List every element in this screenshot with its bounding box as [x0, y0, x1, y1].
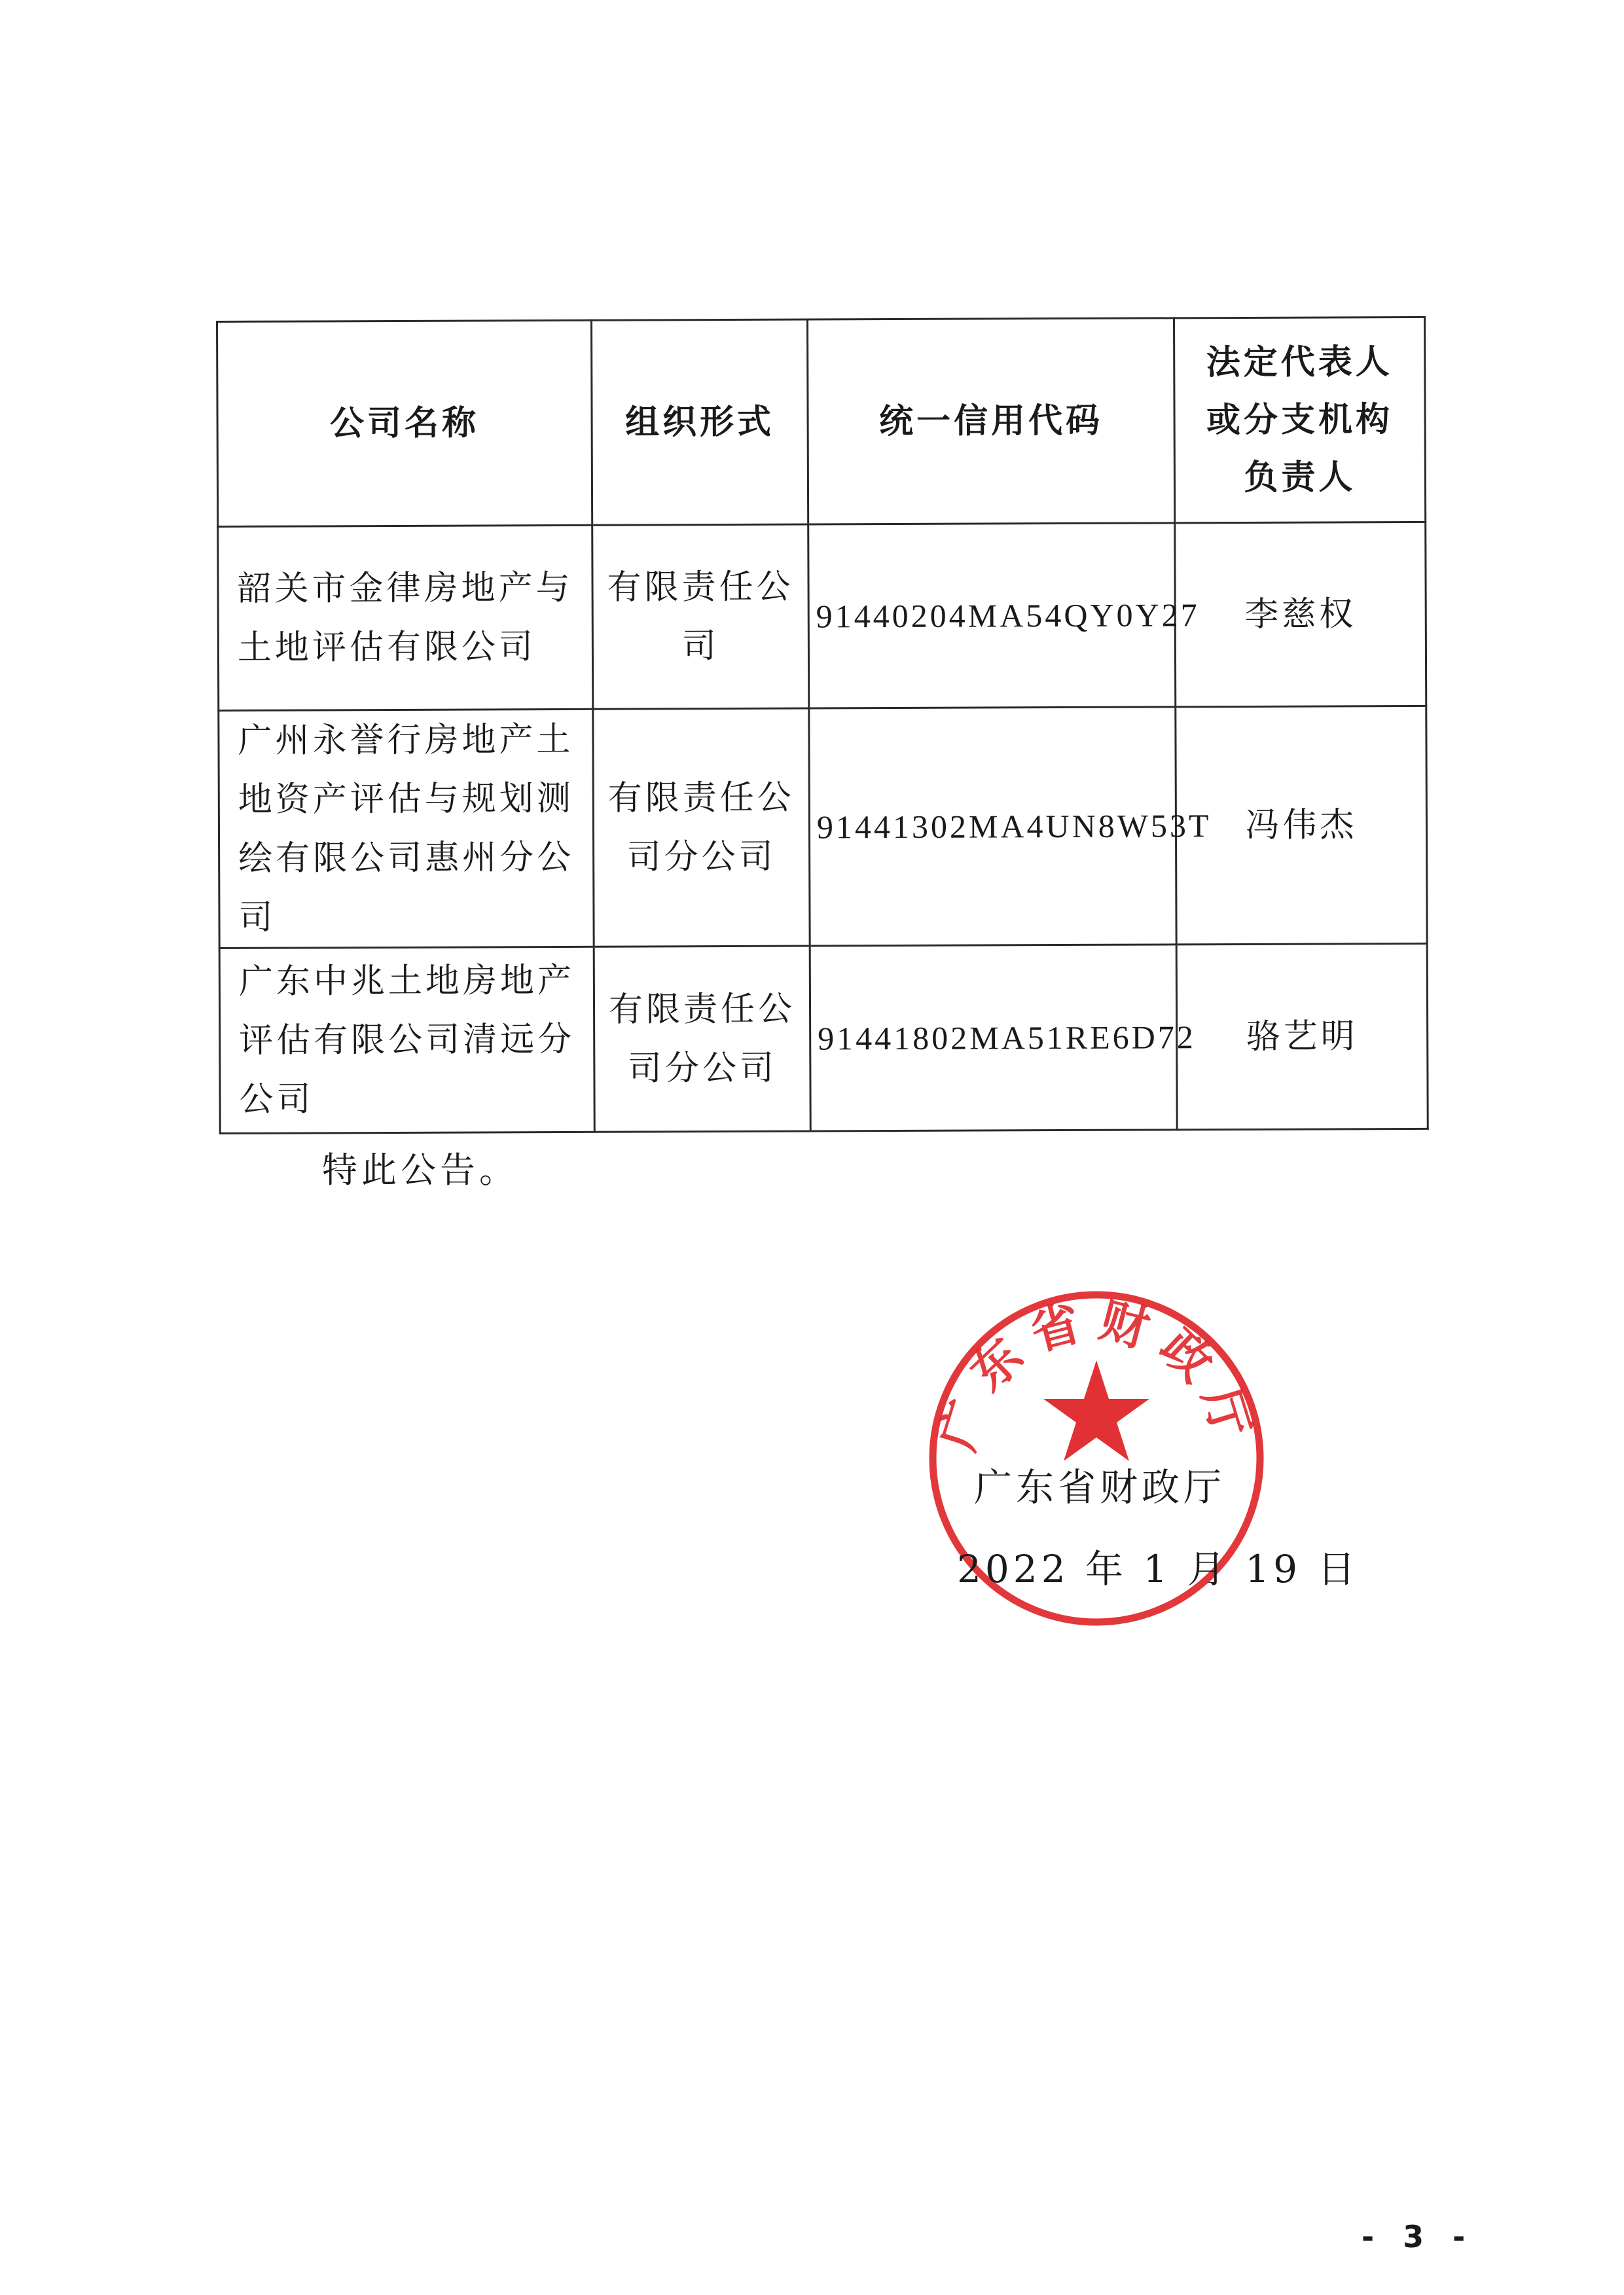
table-header-row: [217, 317, 1426, 526]
org-form-line: 有限责任公: [607, 778, 795, 818]
legal-rep-cell: 冯伟杰: [1176, 706, 1427, 944]
company-name-line: 公司: [239, 1079, 314, 1119]
header-legal-rep: [1174, 317, 1425, 522]
header-legal-rep-line: 或分支机构: [1206, 400, 1394, 441]
company-name-line: 司: [238, 897, 276, 937]
org-form-line: 司分公司: [626, 837, 776, 877]
issuer-name: 广东省财政厅: [974, 1465, 1226, 1509]
issue-date: 2022 年 1 月 19 日: [957, 1547, 1360, 1591]
table-row: [219, 706, 1427, 948]
seal-star-icon: [1043, 1360, 1149, 1461]
company-name-cell: [219, 947, 594, 1133]
header-legal-rep-line: 法定代表人: [1206, 342, 1393, 383]
header-org-form: 组织形式: [592, 319, 808, 525]
table-row: [218, 522, 1426, 710]
legal-rep-cell: 骆艺明: [1176, 943, 1428, 1129]
page-number: - 3 -: [1362, 2219, 1475, 2254]
org-form-cell: [592, 524, 809, 709]
company-name-cell: [219, 709, 594, 948]
credit-code-cell: 91440204MA54QY0Y27: [808, 523, 1176, 708]
header-company-name: 公司名称: [217, 320, 592, 526]
seal-text: 广东省财政厅: [929, 1292, 1264, 1457]
closing-statement: 特此公告。: [322, 1149, 518, 1191]
company-name-line: 绘有限公司惠州分公: [238, 837, 575, 878]
company-name-line: 土地评估有限公司: [237, 627, 537, 668]
org-form-cell: [594, 946, 810, 1132]
company-name-cell: [218, 525, 593, 710]
company-name-line: 广东中兆土地房地产: [238, 960, 575, 1002]
credit-code-cell: 91441802MA51RE6D72: [810, 945, 1177, 1131]
org-form-line: 有限责任公: [607, 567, 794, 607]
company-name-line: 地资产评估与规划测: [238, 778, 574, 820]
company-table: [216, 316, 1429, 1134]
org-form-line: 司: [681, 626, 720, 666]
header-legal-rep-line: 负责人: [1244, 458, 1356, 497]
company-name-line: 评估有限公司清远分: [239, 1019, 575, 1060]
org-form-cell: [593, 708, 810, 947]
table-row: [219, 943, 1428, 1133]
org-form-line: 有限责任公: [608, 989, 796, 1030]
org-form-line: 司分公司: [627, 1048, 778, 1089]
legal-rep-cell: 李慈权: [1175, 522, 1426, 706]
credit-code-cell: 91441302MA4UN8W53T: [809, 707, 1176, 946]
company-name-line: 韶关市金律房地产与: [237, 568, 573, 609]
header-credit-code: 统一信用代码: [807, 318, 1174, 524]
company-name-line: 广州永誉行房地产土: [238, 719, 574, 761]
